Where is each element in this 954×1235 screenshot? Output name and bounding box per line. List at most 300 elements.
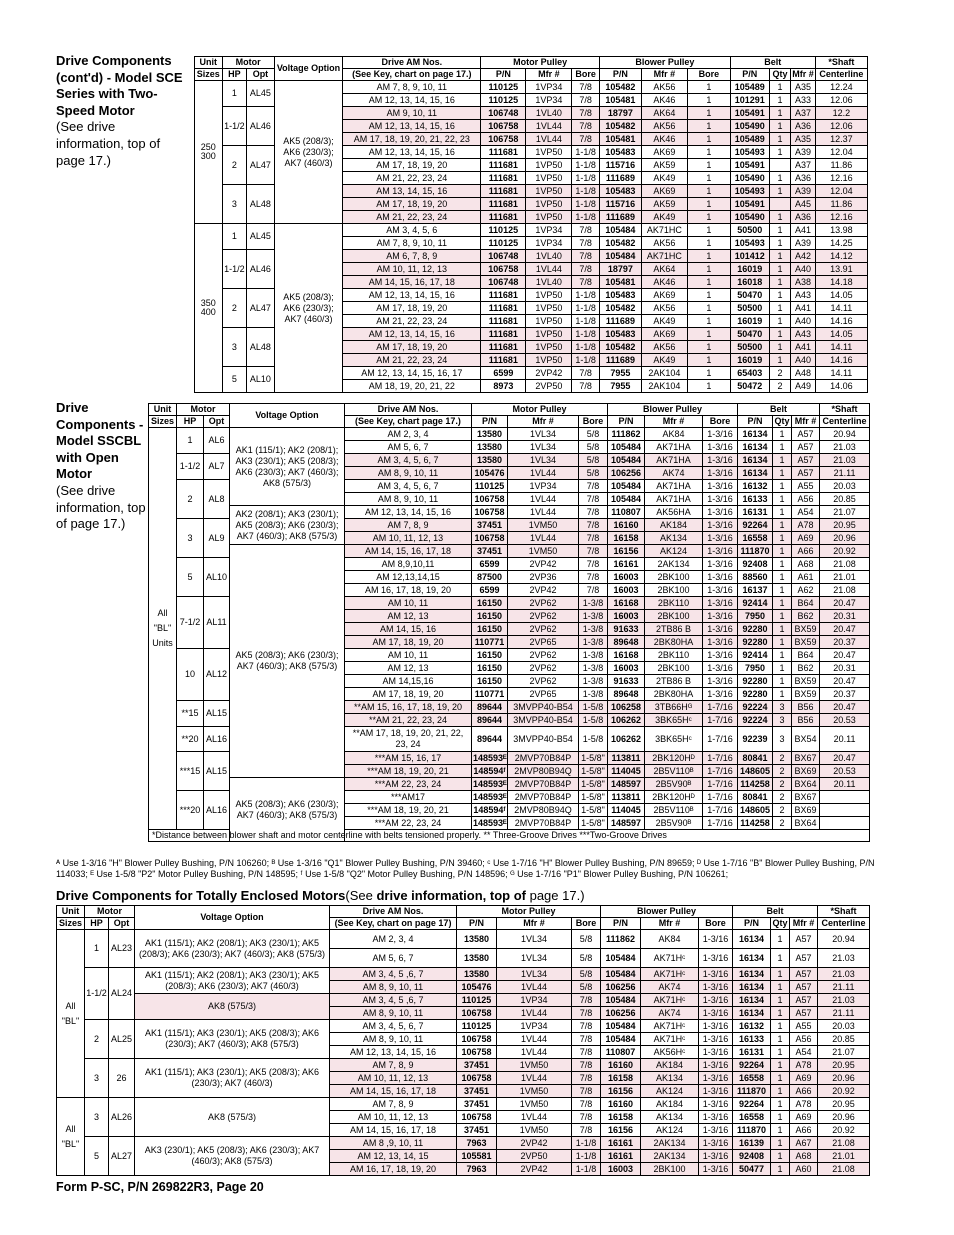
cell-blower-pulley-mfr: 2BK100 xyxy=(645,610,703,623)
cell-blower-pulley-bore: 1-3/16 xyxy=(699,1163,733,1176)
cell-motor-pulley-pn: 37451 xyxy=(457,1059,497,1072)
cell-opt: AL46 xyxy=(247,250,275,289)
section2-title-block xyxy=(56,400,148,533)
cell-belt-pn: 50500 xyxy=(730,302,769,315)
cell-belt-mfr: A56 xyxy=(790,1033,818,1046)
cell-motor-pulley-bore: 7/8 xyxy=(572,224,600,237)
cell-motor-pulley-bore: 1-5/8 xyxy=(579,714,608,727)
cell-blower-pulley-pn: 105484 xyxy=(601,1020,641,1033)
cell-blower-pulley-bore: 1-3/16 xyxy=(703,467,738,480)
col-hp-header: HP xyxy=(85,918,109,930)
cell-motor-pulley-bore: 7/8 xyxy=(579,532,608,545)
cell-drive-am: ***AM 22, 23, 24 xyxy=(345,817,472,830)
cell-shaft-centerline: 21.11 xyxy=(820,467,870,480)
cell-motor-pulley-mfr: 1VL40 xyxy=(526,250,572,263)
cell-motor-pulley-bore: 1-3/8 xyxy=(579,623,608,636)
cell-belt-mfr: BX64 xyxy=(792,817,820,830)
cell-belt-pn: 92239 xyxy=(738,727,773,752)
cell-blower-pulley-bore: 1-3/16 xyxy=(699,1124,733,1137)
cell-blower-pulley-pn: 91633 xyxy=(608,675,645,688)
cell-blower-pulley-mfr: AK59 xyxy=(641,159,687,172)
cell-motor-pulley-mfr: 1VM50 xyxy=(508,545,579,558)
cell-blower-pulley-mfr: AK71HA xyxy=(645,454,703,467)
cell-belt-qty: 1 xyxy=(771,1007,790,1020)
cell-belt-mfr: A41 xyxy=(791,341,816,354)
col-blower-pn-header: P/N xyxy=(601,918,641,930)
cell-hp: ***20 xyxy=(177,791,204,830)
section3-subtitle-a: (See xyxy=(345,888,377,903)
cell-blower-pulley-pn: 105482 xyxy=(599,302,641,315)
cell-belt-qty: 1 xyxy=(771,1111,790,1124)
cell-blower-pulley-pn: 105484 xyxy=(601,994,641,1007)
cell-belt-pn: 16134 xyxy=(738,454,773,467)
cell-shaft-centerline: 13.98 xyxy=(815,224,867,237)
col-motor-pn-header: P/N xyxy=(457,918,497,930)
cell-belt-pn: 148605 xyxy=(738,804,773,817)
cell-belt-pn: 105493 xyxy=(730,237,769,250)
cell-motor-pulley-pn: 37451 xyxy=(457,1098,497,1111)
cell-belt-pn: 80841 xyxy=(738,791,773,804)
cell-motor-pulley-pn: 110125 xyxy=(481,81,526,94)
cell-belt-mfr: BX64 xyxy=(792,778,820,791)
col-centerline-header: Centerline xyxy=(815,69,867,81)
cell-opt: AL47 xyxy=(247,289,275,328)
col-motor-header: Motor xyxy=(222,57,274,69)
cell-belt-qty: 1 xyxy=(773,610,792,623)
cell-drive-am: AM 21, 22, 23, 24 xyxy=(343,354,481,367)
cell-motor-pulley-mfr: 1VL34 xyxy=(508,454,579,467)
cell-drive-am: AM 3, 4, 5, 6 xyxy=(343,224,481,237)
cell-blower-pulley-mfr: AK71Hᶜ xyxy=(641,994,699,1007)
cell-blower-pulley-bore: 1-3/16 xyxy=(699,994,733,1007)
cell-motor-pulley-bore: 7/8 xyxy=(572,276,600,289)
table-note: *Distance between blower shaft and motor centerline with belts tensioned properly. ** Three-Groove Drives ***Two-Groove Drives xyxy=(149,830,870,842)
cell-blower-pulley-mfr: 2BK100 xyxy=(645,584,703,597)
cell-motor-pulley-mfr: 2VP62 xyxy=(508,597,579,610)
cell-motor-pulley-bore: 1-5/8" xyxy=(579,778,608,791)
cell-motor-pulley-bore: 1-3/8 xyxy=(579,636,608,649)
cell-belt-mfr: A48 xyxy=(791,367,816,380)
cell-belt-pn: 16018 xyxy=(730,276,769,289)
cell-motor-pulley-mfr: 1VP50 xyxy=(526,185,572,198)
cell-opt: AL26 xyxy=(109,1098,135,1137)
cell-blower-pulley-mfr: AK134 xyxy=(645,532,703,545)
cell-belt-pn: 114258 xyxy=(738,778,773,791)
cell-belt-qty: 2 xyxy=(769,367,790,380)
cell-belt-pn: 16134 xyxy=(733,981,771,994)
cell-belt-pn: 16133 xyxy=(738,493,773,506)
cell-belt-qty: 1 xyxy=(769,107,790,120)
cell-voltage-option: AK1 (115/1); AK2 (208/1); AK3 (230/1); AK5 (208/3); AK6 (230/3); AK7 (460/3); AK8 (575/3) xyxy=(230,428,345,506)
cell-motor-pulley-pn: 87500 xyxy=(472,571,508,584)
cell-blower-pulley-bore: 1-3/16 xyxy=(699,949,733,968)
cell-blower-pulley-pn: 89648 xyxy=(608,636,645,649)
cell-motor-pulley-pn: 106758 xyxy=(457,1033,497,1046)
col-motor-pn-header: P/N xyxy=(472,416,508,428)
cell-drive-am: **AM 15, 16, 17, 18, 19, 20 xyxy=(345,701,472,714)
col-sizes-header: Sizes xyxy=(149,416,177,428)
cell-voltage-option: AK1 (115/1); AK2 (208/1); AK3 (230/1); AK5 (208/3); AK6 (230/3); AK7 (460/3); AK8 (575/3) xyxy=(135,930,330,968)
cell-belt-mfr: BX69 xyxy=(792,804,820,817)
cell-motor-pulley-mfr: 1VP50 xyxy=(526,172,572,185)
cell-blower-pulley-mfr: AK74 xyxy=(641,981,699,994)
cell-blower-pulley-mfr: AK56 xyxy=(641,341,687,354)
cell-blower-pulley-bore: 1-3/16 xyxy=(699,1059,733,1072)
cell-blower-pulley-bore: 1-3/16 xyxy=(703,506,738,519)
cell-motor-pulley-bore: 7/8 xyxy=(572,1111,601,1124)
cell-shaft-centerline: 20.96 xyxy=(818,1111,870,1124)
cell-motor-pulley-pn: 13580 xyxy=(472,428,508,441)
cell-motor-pulley-bore: 7/8 xyxy=(572,1007,601,1020)
cell-blower-pulley-pn: 110807 xyxy=(608,506,645,519)
cell-belt-mfr: A39 xyxy=(791,146,816,159)
cell-motor-pulley-pn: 106758 xyxy=(481,120,526,133)
cell-blower-pulley-mfr: AK74 xyxy=(645,467,703,480)
cell-drive-am: AM 10, 11, 12, 13 xyxy=(345,532,472,545)
cell-belt-mfr: A57 xyxy=(792,428,820,441)
cell-shaft-centerline: 20.96 xyxy=(818,1072,870,1085)
cell-shaft-centerline: 12.06 xyxy=(815,94,867,107)
cell-motor-pulley-bore: 7/8 xyxy=(579,506,608,519)
cell-motor-pulley-bore: 5/8 xyxy=(579,467,608,480)
cell-drive-am: AM 7, 8, 9 xyxy=(345,519,472,532)
cell-hp: 3 xyxy=(85,1059,109,1098)
cell-blower-pulley-bore: 1-3/16 xyxy=(699,1007,733,1020)
cell-belt-mfr: A69 xyxy=(792,532,820,545)
cell-motor-pulley-bore: 1-1/8 xyxy=(572,1163,601,1176)
cell-belt-pn: 16134 xyxy=(738,467,773,480)
cell-drive-am: AM 10, 11, 12, 13 xyxy=(343,263,481,276)
cell-hp: 1-1/2 xyxy=(222,107,247,146)
cell-blower-pulley-pn: 111689 xyxy=(599,211,641,224)
cell-motor-pulley-pn: 13580 xyxy=(457,930,497,949)
cell-motor-pulley-pn: 111681 xyxy=(481,198,526,211)
cell-hp: 1-1/2 xyxy=(222,250,247,289)
cell-belt-pn: 92414 xyxy=(738,649,773,662)
cell-blower-pulley-bore: 1 xyxy=(687,107,730,120)
cell-hp: 7-1/2 xyxy=(177,597,204,649)
cell-shaft-centerline: 14.05 xyxy=(815,328,867,341)
cell-belt-pn: 16019 xyxy=(730,315,769,328)
cell-voltage-option: AK1 (115/1); AK2 (208/1); AK3 (230/1); AK5 (208/3); AK6 (230/3); AK7 (460/3) xyxy=(135,968,330,994)
cell-motor-pulley-bore: 1-1/8 xyxy=(572,146,600,159)
cell-blower-pulley-pn: 105484 xyxy=(599,250,641,263)
cell-blower-pulley-pn: 105482 xyxy=(599,81,641,94)
table-row xyxy=(149,545,870,558)
cell-drive-am: AM 5, 6, 7 xyxy=(345,441,472,454)
cell-opt: AL10 xyxy=(247,367,275,393)
cell-blower-pulley-pn: 105481 xyxy=(599,133,641,146)
cell-hp: 10 xyxy=(177,649,204,701)
cell-motor-pulley-pn: 106748 xyxy=(481,250,526,263)
cell-belt-pn: 16558 xyxy=(733,1072,771,1085)
cell-shaft-centerline: 21.11 xyxy=(818,981,870,994)
cell-blower-pulley-mfr: AK74 xyxy=(641,1007,699,1020)
cell-blower-pulley-mfr: 2B5V90ᴮ xyxy=(645,778,703,791)
cell-belt-qty: 1 xyxy=(771,981,790,994)
cell-belt-qty: 1 xyxy=(771,1098,790,1111)
cell-drive-am: AM 12, 13 xyxy=(345,662,472,675)
cell-motor-pulley-pn: 111681 xyxy=(481,354,526,367)
cell-shaft-centerline: 14.16 xyxy=(815,315,867,328)
cell-belt-pn: 92224 xyxy=(738,701,773,714)
cell-motor-pulley-mfr: 1VL44 xyxy=(526,133,572,146)
cell-blower-pulley-mfr: AK64 xyxy=(641,263,687,276)
cell-opt: 26 xyxy=(109,1059,135,1098)
cell-belt-pn: 16133 xyxy=(733,1033,771,1046)
cell-voltage-option: AK5 (208/3); AK6 (230/3); AK7 (460/3); AK8 (575/3) xyxy=(230,778,345,842)
cell-belt-qty: 1 xyxy=(773,584,792,597)
cell-unit-sizes: 250 300 xyxy=(195,81,223,224)
cell-motor-pulley-mfr: 3MVPP40-B54 xyxy=(508,714,579,727)
cell-belt-qty: 1 xyxy=(769,146,790,159)
cell-motor-pulley-bore: 1-1/8 xyxy=(572,172,600,185)
cell-belt-mfr: A78 xyxy=(790,1059,818,1072)
cell-motor-pulley-bore: 7/8 xyxy=(572,1085,601,1098)
cell-motor-pulley-pn: 111681 xyxy=(481,341,526,354)
cell-belt-qty: 1 xyxy=(769,328,790,341)
cell-blower-pulley-pn: 114045 xyxy=(608,765,645,778)
cell-belt-mfr: A56 xyxy=(792,493,820,506)
col-blower-pulley-header: Blower Pulley xyxy=(601,906,733,918)
cell-motor-pulley-mfr: 1VP50 xyxy=(526,341,572,354)
cell-blower-pulley-bore: 1 xyxy=(687,211,730,224)
cell-belt-qty: 1 xyxy=(769,263,790,276)
cell-voltage-option: AK1 (115/1); AK3 (230/1); AK5 (208/3); AK6 (230/3); AK7 (460/3); AK8 (575/3) xyxy=(135,1020,330,1059)
cell-opt: AL48 xyxy=(247,328,275,367)
cell-blower-pulley-pn: 16160 xyxy=(601,1098,641,1111)
cell-shaft-centerline: 21.08 xyxy=(820,584,870,597)
cell-motor-pulley-mfr: 3MVPP40-B54 xyxy=(508,701,579,714)
cell-blower-pulley-pn: 106256 xyxy=(608,467,645,480)
col-motor-mfr-header: Mfr # xyxy=(526,69,572,81)
cell-opt: AL16 xyxy=(204,727,230,752)
cell-belt-qty: 1 xyxy=(769,172,790,185)
cell-belt-mfr: A40 xyxy=(791,315,816,328)
cell-drive-am: AM 12, 13, 14, 15, 16, 17 xyxy=(343,367,481,380)
col-drive-header: Drive AM Nos. xyxy=(345,404,472,416)
cell-blower-pulley-bore: 1 xyxy=(687,224,730,237)
cell-blower-pulley-pn: 115716 xyxy=(599,159,641,172)
cell-blower-pulley-bore: 1-3/16 xyxy=(699,1072,733,1085)
cell-blower-pulley-mfr: AK46 xyxy=(641,133,687,146)
cell-motor-pulley-bore: 1-5/8" xyxy=(579,817,608,830)
table-row xyxy=(57,1098,870,1111)
cell-belt-mfr: A35 xyxy=(791,81,816,94)
col-see-key-header: (See Key, chart on page 17) xyxy=(330,918,457,930)
cell-shaft-centerline: 21.07 xyxy=(818,1046,870,1059)
cell-motor-pulley-bore: 7/8 xyxy=(572,1033,601,1046)
cell-voltage-option: AK8 (575/3) xyxy=(135,1098,330,1137)
cell-blower-pulley-mfr: 2B5V90ᴮ xyxy=(645,817,703,830)
col-centerline-header: Centerline xyxy=(820,416,870,428)
col-voltage-header: Voltage Option xyxy=(274,57,343,81)
cell-blower-pulley-mfr: 2BK100 xyxy=(641,1163,699,1176)
cell-shaft-centerline: 12.24 xyxy=(815,81,867,94)
col-shaft-header: *Shaft xyxy=(815,57,867,69)
cell-belt-pn: 105489 xyxy=(730,81,769,94)
cell-belt-qty: 3 xyxy=(773,727,792,752)
cell-blower-pulley-mfr: 2BK110 xyxy=(645,649,703,662)
cell-blower-pulley-pn: 105482 xyxy=(599,341,641,354)
cell-belt-qty: 1 xyxy=(773,636,792,649)
cell-blower-pulley-pn: 16003 xyxy=(608,610,645,623)
cell-motor-pulley-mfr: 1VM50 xyxy=(508,519,579,532)
cell-shaft-centerline: 20.03 xyxy=(820,480,870,493)
col-motor-mfr-header: Mfr # xyxy=(497,918,572,930)
cell-belt-qty xyxy=(769,198,790,211)
cell-motor-pulley-pn: 106758 xyxy=(457,1072,497,1085)
col-voltage-header: Voltage Option xyxy=(230,404,345,428)
cell-motor-pulley-mfr: 1VM50 xyxy=(497,1124,572,1137)
cell-shaft-centerline xyxy=(820,804,870,817)
cell-motor-pulley-bore: 7/8 xyxy=(572,994,601,1007)
cell-belt-qty: 2 xyxy=(773,752,792,765)
col-see-key-header: (See Key, chart page 17.) xyxy=(345,416,472,428)
cell-blower-pulley-pn: 106258 xyxy=(608,701,645,714)
cell-blower-pulley-mfr: AK56 xyxy=(641,302,687,315)
cell-belt-mfr: A60 xyxy=(790,1163,818,1176)
cell-motor-pulley-bore: 1-3/8 xyxy=(579,597,608,610)
cell-shaft-centerline: 21.11 xyxy=(818,1007,870,1020)
cell-blower-pulley-mfr: 2BK80HA xyxy=(645,688,703,701)
col-belt-qty-header: Qty xyxy=(772,918,788,928)
cell-belt-qty: 1 xyxy=(773,571,792,584)
cell-motor-pulley-pn: 110125 xyxy=(481,224,526,237)
cell-unit-sizes: All "BL" Units xyxy=(149,428,177,830)
cell-belt-mfr: B64 xyxy=(792,597,820,610)
cell-belt-qty xyxy=(769,159,790,172)
cell-motor-pulley-bore: 1-1/8 xyxy=(572,341,600,354)
cell-blower-pulley-pn: 105481 xyxy=(599,94,641,107)
cell-blower-pulley-pn: 105482 xyxy=(599,237,641,250)
cell-motor-pulley-pn: 7963 xyxy=(457,1137,497,1150)
cell-shaft-centerline: 20.95 xyxy=(820,519,870,532)
cell-motor-pulley-pn: 110125 xyxy=(457,994,497,1007)
cell-belt-pn: 16132 xyxy=(733,1020,771,1033)
cell-opt: AL45 xyxy=(247,81,275,107)
cell-motor-pulley-bore: 1-3/8 xyxy=(579,662,608,675)
table-note-row xyxy=(149,830,870,842)
cell-shaft-centerline: 13.91 xyxy=(815,263,867,276)
cell-belt-qty: 1 xyxy=(769,237,790,250)
cell-belt-qty: 1 xyxy=(773,558,792,571)
cell-belt-qty: 1 xyxy=(773,467,792,480)
cell-belt-pn: 50470 xyxy=(730,328,769,341)
cell-blower-pulley-bore: 1-3/16 xyxy=(703,571,738,584)
cell-motor-pulley-pn: 148593ᴱ xyxy=(473,791,507,802)
cell-shaft-centerline: 21.03 xyxy=(818,949,870,968)
cell-blower-pulley-pn: 16156 xyxy=(601,1124,641,1137)
cell-motor-pulley-mfr: 1VP50 xyxy=(526,146,572,159)
cell-blower-pulley-pn: 106256 xyxy=(601,1007,641,1020)
cell-belt-pn: 101412 xyxy=(730,250,769,263)
cell-blower-pulley-mfr: 2AK134 xyxy=(641,1150,699,1163)
cell-shaft-centerline: 20.47 xyxy=(820,649,870,662)
cell-shaft-centerline: 20.85 xyxy=(818,1033,870,1046)
cell-drive-am: AM 17, 18, 19, 20 xyxy=(343,198,481,211)
section1-title-block xyxy=(56,53,186,169)
cell-belt-pn: 148605 xyxy=(738,765,773,778)
cell-motor-pulley-bore: 7/8 xyxy=(572,107,600,120)
cell-voltage-option: AK3 (230/1); AK5 (208/3); AK6 (230/3); AK7 (460/3); AK8 (575/3) xyxy=(135,1137,330,1176)
cell-belt-pn: 7950 xyxy=(738,662,773,675)
cell-belt-mfr: A41 xyxy=(791,302,816,315)
cell-motor-pulley-pn: 16150 xyxy=(472,675,508,688)
cell-motor-pulley-bore: 7/8 xyxy=(572,263,600,276)
cell-belt-qty: 2 xyxy=(773,817,792,830)
cell-blower-pulley-pn: 111689 xyxy=(599,315,641,328)
cell-belt-pn: 16134 xyxy=(733,949,771,968)
cell-belt-qty: 1 xyxy=(769,211,790,224)
cell-drive-am: AM 16, 17, 18, 19, 20 xyxy=(345,584,472,597)
cell-belt-qty: 1 xyxy=(769,224,790,237)
cell-blower-pulley-pn: 16161 xyxy=(601,1137,641,1150)
cell-drive-am: AM 14,15,16 xyxy=(345,675,472,688)
cell-motor-pulley-pn: 6599 xyxy=(472,584,508,597)
cell-belt-mfr: B62 xyxy=(792,610,820,623)
cell-blower-pulley-mfr: AK71HC xyxy=(641,250,687,263)
cell-belt-pn: 92280 xyxy=(738,623,773,636)
cell-belt-mfr: A42 xyxy=(791,250,816,263)
cell-drive-am: ***AM 22, 23, 24 xyxy=(345,778,472,791)
col-belt-header: Belt xyxy=(738,404,820,416)
cell-shaft-centerline: 20.92 xyxy=(818,1085,870,1098)
cell-shaft-centerline: 12.37 xyxy=(815,133,867,146)
cell-blower-pulley-pn: 16160 xyxy=(608,519,645,532)
cell-opt: AL11 xyxy=(204,597,230,649)
cell-blower-pulley-mfr: AK56HA xyxy=(645,506,703,519)
cell-belt-mfr: A57 xyxy=(790,930,818,949)
cell-blower-pulley-mfr: 2AK134 xyxy=(641,1137,699,1150)
cell-motor-pulley-mfr: 1VP34 xyxy=(526,237,572,250)
cell-blower-pulley-mfr: AK56Hᶜ xyxy=(641,1046,699,1059)
cell-motor-pulley-mfr: 2MVP70B84P xyxy=(508,778,579,791)
cell-belt-qty: 1 xyxy=(773,597,792,610)
cell-blower-pulley-mfr: 2AK104 xyxy=(641,367,687,380)
cell-blower-pulley-bore: 1-7/16 xyxy=(703,778,738,791)
cell-belt-mfr: B56 xyxy=(792,701,820,714)
cell-blower-pulley-pn: 105482 xyxy=(599,120,641,133)
cell-belt-mfr: A67 xyxy=(790,1137,818,1150)
cell-motor-pulley-bore: 1-1/8 xyxy=(572,185,600,198)
cell-shaft-centerline: 20.95 xyxy=(818,1059,870,1072)
cell-belt-pn: 50500 xyxy=(730,224,769,237)
cell-blower-pulley-mfr: AK184 xyxy=(641,1098,699,1111)
col-centerline-header: Centerline xyxy=(818,918,870,930)
cell-belt-pn: 16134 xyxy=(738,441,773,454)
cell-belt-pn: 105493 xyxy=(730,185,769,198)
cell-opt: AL15 xyxy=(204,701,230,727)
cell-motor-pulley-mfr: 1VL44 xyxy=(526,263,572,276)
cell-belt-qty: 1 xyxy=(773,688,792,701)
cell-motor-pulley-mfr: 2VP42 xyxy=(508,558,579,571)
cell-blower-pulley-pn: 111689 xyxy=(599,172,641,185)
cell-shaft-centerline: 21.03 xyxy=(818,994,870,1007)
cell-motor-pulley-bore: 1-1/8 xyxy=(572,328,600,341)
cell-shaft-centerline: 21.08 xyxy=(820,558,870,571)
cell-motor-pulley-mfr: 2VP65 xyxy=(508,636,579,649)
cell-motor-pulley-bore: 1-1/8 xyxy=(572,289,600,302)
cell-blower-pulley-pn: 18797 xyxy=(599,107,641,120)
cell-drive-am: AM 17, 18, 19, 20 xyxy=(345,636,472,649)
cell-blower-pulley-bore: 1 xyxy=(687,263,730,276)
cell-shaft-centerline: 14.16 xyxy=(815,354,867,367)
cell-shaft-centerline: 20.85 xyxy=(820,493,870,506)
col-blower-bore-header: Bore xyxy=(703,416,738,428)
cell-motor-pulley-pn: 13580 xyxy=(457,968,497,981)
cell-belt-qty: 1 xyxy=(773,545,792,558)
